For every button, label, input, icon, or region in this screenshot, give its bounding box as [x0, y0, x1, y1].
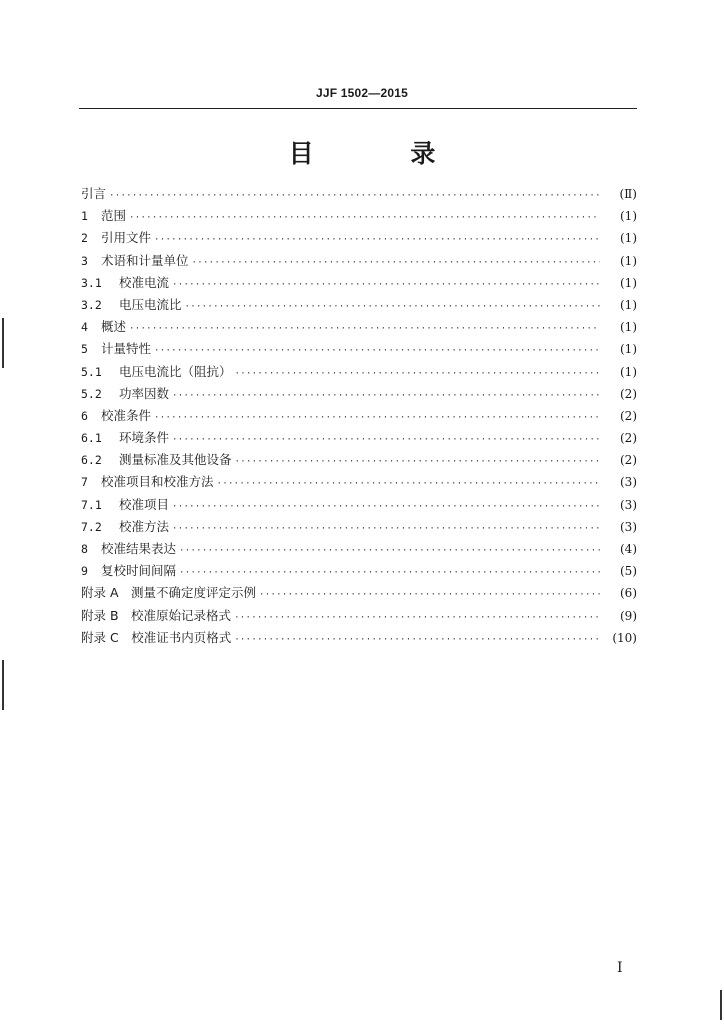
toc-entry-page: (9) — [620, 608, 637, 623]
toc-dot-leader — [192, 258, 600, 268]
toc-entry-text: 范围 — [101, 208, 127, 224]
toc-entry-number: 3.2 — [81, 297, 102, 312]
toc-entry-number: 1 — [81, 209, 88, 224]
toc-entry-page: (1) — [620, 320, 637, 335]
toc-dot-leader — [172, 524, 600, 534]
header-divider — [79, 108, 637, 109]
toc-entry-text: 计量特性 — [101, 341, 152, 357]
toc-entry-page: (2) — [620, 453, 637, 468]
toc-dot-leader — [109, 191, 600, 201]
toc-entry-page: (1) — [620, 275, 637, 290]
toc-entry-text: 复校时间间隔 — [101, 563, 177, 579]
toc-entry-page: (4) — [620, 542, 637, 556]
toc-entry-number: 7 — [81, 475, 88, 490]
toc-entry-6[interactable] — [81, 406, 637, 428]
scan-edge-mark — [2, 660, 4, 710]
toc-entry-page: (1) — [620, 253, 637, 268]
toc-entry-page: (1) — [620, 342, 637, 357]
toc-entry-page: (2) — [620, 408, 637, 423]
toc-entry-page: (3) — [620, 519, 637, 534]
toc-entry-number: 5.1 — [81, 364, 102, 379]
toc-entry-number: 2 — [81, 231, 88, 246]
toc-entry-text: 电压电流比（阻抗） — [119, 363, 232, 379]
toc-entry-text: 测量标准及其他设备 — [119, 452, 232, 468]
toc-entry-intro[interactable] — [81, 184, 637, 206]
toc-entry-text: 附录 B 校准原始记录格式 — [81, 607, 232, 623]
toc-dot-leader — [129, 213, 600, 223]
toc-entry-text: 环境条件 — [119, 430, 170, 446]
toc-entry-text: 电压电流比 — [119, 296, 182, 312]
toc-entry-6-2[interactable] — [81, 450, 637, 472]
toc-dot-leader — [179, 546, 600, 556]
toc-dot-leader — [129, 324, 600, 334]
toc-entry-9[interactable] — [81, 561, 637, 583]
toc-entry-page: (5) — [620, 564, 637, 579]
toc-entry-2[interactable] — [81, 228, 637, 250]
toc-entry-page: (3) — [620, 497, 637, 512]
toc-entry-text: 引用文件 — [101, 230, 152, 246]
toc-entry-number: 7.1 — [81, 497, 102, 512]
toc-entry-page: (2) — [620, 386, 637, 401]
toc-entry-6-1[interactable] — [81, 428, 637, 450]
toc-dot-leader — [154, 413, 600, 423]
table-of-contents — [81, 184, 637, 650]
toc-entry-number: 6.1 — [81, 431, 102, 446]
toc-entry-page: (1) — [620, 209, 637, 224]
toc-dot-leader — [172, 502, 600, 512]
toc-entry-text: 附录 C 校准证书内页格式 — [81, 629, 232, 645]
toc-dot-leader — [172, 435, 600, 445]
toc-entry-5-2[interactable] — [81, 384, 637, 406]
toc-entry-number: 4 — [81, 320, 88, 335]
toc-entry-page: (1) — [620, 364, 637, 379]
toc-dot-leader — [235, 457, 600, 467]
toc-entry-text: 校准结果表达 — [101, 541, 177, 556]
toc-entry-number: 3 — [81, 253, 88, 268]
document-header-code: JJF 1502—2015 — [315, 86, 408, 100]
toc-entry-page: (2) — [620, 431, 637, 446]
toc-entry-text: 附录 A 测量不确定度评定示例 — [81, 585, 257, 601]
toc-entry-page: (6) — [620, 586, 637, 601]
toc-entry-appendix-b[interactable] — [81, 606, 637, 628]
toc-entry-page: (Ⅱ) — [619, 187, 637, 201]
toc-dot-leader — [172, 280, 600, 290]
toc-entry-5[interactable] — [81, 339, 637, 361]
toc-dot-leader — [217, 479, 600, 489]
toc-entry-text: 校准电流 — [119, 274, 170, 290]
toc-entry-page: (3) — [620, 475, 637, 490]
toc-entry-text: 概述 — [101, 319, 127, 335]
toc-entry-number: 7.2 — [81, 519, 102, 534]
toc-dot-leader — [185, 302, 600, 312]
toc-entry-3[interactable] — [81, 251, 637, 273]
toc-dot-leader — [235, 369, 600, 379]
toc-dot-leader — [179, 568, 600, 578]
toc-entry-page: (10) — [612, 630, 637, 645]
toc-entry-number: 8 — [81, 542, 88, 556]
toc-entry-7[interactable] — [81, 472, 637, 494]
toc-entry-page: (1) — [620, 297, 637, 312]
toc-dot-leader — [234, 635, 600, 645]
toc-entry-text: 校准项目和校准方法 — [101, 474, 214, 490]
toc-entry-number: 9 — [81, 564, 88, 579]
toc-entry-number: 6.2 — [81, 453, 102, 468]
toc-entry-appendix-a[interactable] — [81, 583, 637, 605]
toc-entry-number: 5.2 — [81, 386, 102, 401]
scan-edge-mark — [2, 318, 4, 368]
toc-title: 目 录 — [288, 139, 480, 168]
toc-dot-leader — [234, 613, 600, 623]
toc-entry-text: 功率因数 — [119, 385, 170, 401]
toc-entry-number: 5 — [81, 342, 88, 357]
toc-dot-leader — [154, 235, 600, 245]
toc-entry-8[interactable] — [81, 539, 637, 561]
toc-entry-text: 术语和计量单位 — [101, 252, 189, 268]
toc-entry-text: 校准条件 — [101, 407, 152, 423]
scan-edge-mark — [720, 990, 722, 1020]
toc-entry-1[interactable] — [81, 206, 637, 228]
toc-entry-7-2[interactable] — [81, 517, 637, 539]
toc-entry-number: 3.1 — [81, 275, 102, 290]
toc-dot-leader — [259, 590, 600, 600]
toc-entry-text: 校准方法 — [119, 518, 170, 534]
toc-entry-4[interactable] — [81, 317, 637, 339]
toc-entry-text: 引言 — [81, 186, 107, 201]
toc-dot-leader — [154, 346, 600, 356]
toc-entry-appendix-c[interactable] — [81, 628, 637, 650]
toc-entry-text: 校准项目 — [119, 496, 170, 512]
toc-entry-3-2[interactable] — [81, 295, 637, 317]
toc-entry-3-1[interactable] — [81, 273, 637, 295]
page-number: I — [617, 960, 623, 976]
toc-entry-number: 6 — [81, 408, 88, 423]
toc-dot-leader — [172, 391, 600, 401]
toc-entry-5-1[interactable] — [81, 362, 637, 384]
toc-entry-page: (1) — [620, 231, 637, 246]
toc-entry-7-1[interactable] — [81, 495, 637, 517]
